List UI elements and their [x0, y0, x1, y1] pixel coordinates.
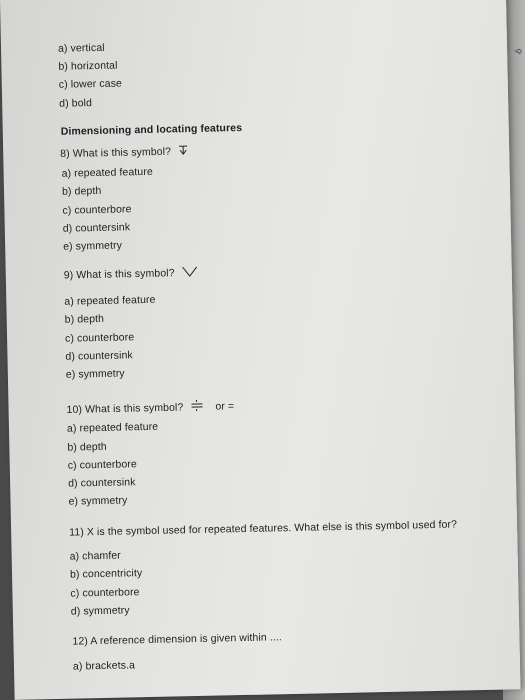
symmetry-icon: [190, 400, 204, 415]
option-text: a) vertical: [57, 41, 105, 55]
option-text: d) countersink: [65, 349, 133, 363]
or-text: or =: [215, 400, 235, 413]
option-text: e) symmetry: [68, 494, 128, 508]
option-text: b) depth: [61, 184, 102, 198]
depth-arrow-icon: [178, 145, 188, 158]
question-9: [64, 266, 198, 283]
question-10: [66, 399, 234, 418]
option-text: b) concentricity: [69, 567, 143, 581]
option-text: c) lower case: [58, 77, 123, 91]
option-text: c) counterbore: [62, 203, 132, 217]
option-text: a) repeated feature: [61, 165, 153, 180]
countersink-v-icon: [181, 266, 197, 280]
option-text: b) horizontal: [58, 59, 118, 73]
option-text: b) depth: [64, 312, 105, 326]
question-text: 9) What is this symbol?: [63, 267, 175, 282]
option-text: a) repeated feature: [66, 420, 159, 435]
option-text: c) counterbore: [64, 331, 135, 345]
option-text: d) countersink: [68, 476, 136, 490]
option-text: a) chamfer: [69, 549, 121, 563]
option-text: e) symmetry: [65, 367, 125, 381]
edge-letter: b: [512, 46, 525, 56]
option-text: d) bold: [59, 97, 93, 110]
question-text: 8) What is this symbol?: [60, 145, 172, 161]
question-text: 10) What is this symbol?: [66, 401, 184, 416]
option-text: b) depth: [67, 440, 107, 454]
option-text: a) brackets.a: [72, 659, 136, 673]
question-8: [60, 145, 188, 161]
option-text: a) repeated feature: [64, 293, 156, 308]
option-text: c) counterbore: [70, 586, 140, 600]
option-text: e) symmetry: [63, 239, 123, 253]
question-12: 12) A reference dimension is given within ....: [72, 631, 283, 648]
option-text: c) counterbore: [67, 458, 137, 472]
question-11: 11) X is the symbol used for repeated features. What else is this symbol used for?: [69, 518, 458, 539]
option-text: d) countersink: [62, 221, 131, 235]
option-text: d) symmetry: [70, 604, 130, 618]
section-heading: Dimensioning and locating features: [60, 121, 243, 138]
